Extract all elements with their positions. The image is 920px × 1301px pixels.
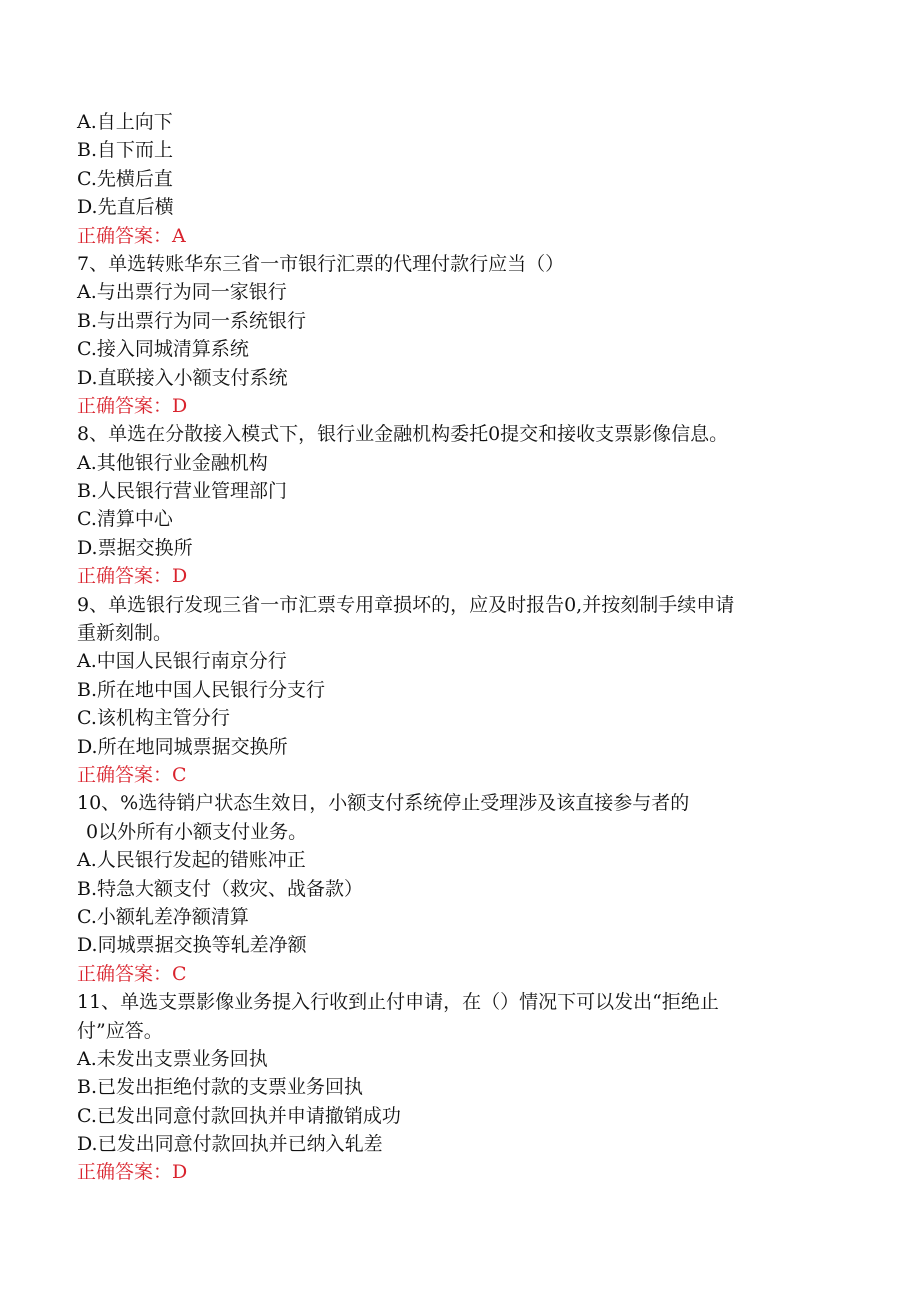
option-c: C.清算中心 — [77, 508, 173, 531]
correct-answer: 正确答案：C — [77, 763, 187, 786]
option-c: C.先横后直 — [77, 167, 173, 190]
correct-answer: 正确答案：C — [77, 962, 187, 985]
question-8 — [77, 420, 847, 590]
correct-answer: 正确答案：A — [77, 224, 186, 247]
option-b: B.特急大额支付（救灾、战备款） — [77, 877, 364, 900]
question-6-tail — [77, 108, 847, 250]
option-d: D.先直后横 — [77, 196, 174, 219]
option-a: A.中国人民银行南京分行 — [77, 650, 287, 673]
question-10 — [77, 789, 847, 988]
option-b: B.所在地中国人民银行分支行 — [77, 678, 326, 701]
option-d: D.同城票据交换等轧差净额 — [77, 934, 307, 957]
question-stem: 10、%选待销户状态生效日，小额支付系统停止受理涉及该直接参与者的 — [77, 792, 690, 815]
correct-answer: 正确答案：D — [77, 565, 188, 588]
option-d: D.票据交换所 — [77, 536, 193, 559]
correct-answer: 正确答案：D — [77, 1161, 188, 1184]
question-9 — [77, 591, 847, 790]
option-c: C.该机构主管分行 — [77, 707, 230, 730]
question-stem: 7、单选转账华东三省一市银行汇票的代理付款行应当（） — [77, 252, 565, 275]
option-c: C.已发出同意付款回执并申请撤销成功 — [77, 1104, 401, 1127]
option-b: B.与出票行为同一系统银行 — [77, 309, 307, 332]
option-d: D.所在地同城票据交换所 — [77, 735, 288, 758]
option-b: B.已发出拒绝付款的支票业务回执 — [77, 1076, 364, 1099]
option-b: B.自下而上 — [77, 139, 174, 162]
question-stem-continued: 付”应答。 — [77, 1019, 163, 1042]
question-stem-continued: 重新刻制。 — [77, 622, 173, 645]
option-a: A.人民银行发起的错账冲正 — [77, 849, 306, 872]
question-stem: 9、单选银行发现三省一市汇票专用章损坏的，应及时报告0,并按刻制手续申请 — [77, 593, 735, 616]
option-d: D.直联接入小额支付系统 — [77, 366, 288, 389]
question-7 — [77, 250, 847, 420]
option-a: A.与出票行为同一家银行 — [77, 281, 287, 304]
option-d: D.已发出同意付款回执并已纳入轧差 — [77, 1133, 383, 1156]
option-a: A.自上向下 — [77, 111, 173, 133]
question-stem-continued: 0以外所有小额支付业务。 — [86, 820, 308, 843]
option-c: C.接入同城清算系统 — [77, 338, 249, 361]
question-11 — [77, 988, 847, 1187]
correct-answer: 正确答案：D — [77, 394, 188, 417]
option-b: B.人民银行营业管理部门 — [77, 480, 288, 503]
question-stem: 11、单选支票影像业务提入行收到止付申请，在（）情况下可以发出“拒绝止 — [77, 991, 719, 1014]
question-page — [77, 108, 847, 1187]
option-c: C.小额轧差净额清算 — [77, 905, 249, 928]
question-stem: 8、单选在分散接入模式下，银行业金融机构委托0提交和接收支票影像信息。 — [77, 423, 729, 446]
option-a: A.未发出支票业务回执 — [77, 1047, 268, 1070]
option-a: A.其他银行业金融机构 — [77, 451, 268, 474]
